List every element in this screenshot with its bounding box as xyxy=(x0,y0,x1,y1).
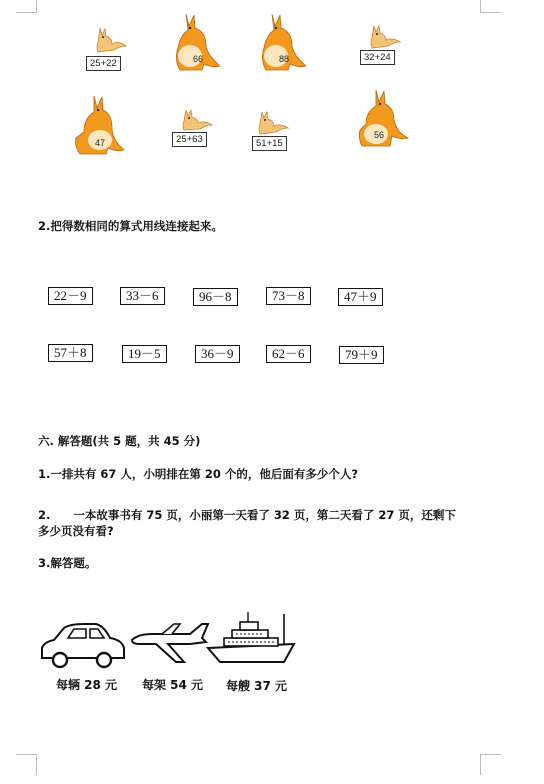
corner-mark-bottom-right xyxy=(480,754,501,775)
car-price-label: 每辆 28 元 xyxy=(56,678,118,692)
car-icon xyxy=(38,618,128,670)
big-kangaroo-3 xyxy=(70,94,130,156)
big-kangaroo-2 xyxy=(254,12,314,74)
sum-label-box: 25+22 xyxy=(86,56,121,71)
big-kangaroo-1 xyxy=(168,12,228,74)
small-kangaroo-2 xyxy=(360,24,416,68)
section-6-question-3: 3.解答题。 xyxy=(38,556,97,570)
sum-label-box: 51+15 xyxy=(252,136,287,151)
expression-box: 36－9 xyxy=(195,345,240,363)
expression-box: 96－8 xyxy=(193,288,238,306)
kangaroo-number: 66 xyxy=(192,54,204,64)
expression-box: 73－8 xyxy=(266,287,311,305)
small-kangaroo-icon xyxy=(252,110,304,136)
corner-mark-top-left xyxy=(16,0,37,13)
kangaroo-icon xyxy=(354,88,414,150)
expression-box: 47＋9 xyxy=(338,288,383,306)
small-kangaroo-3 xyxy=(172,108,228,152)
kangaroo-icon xyxy=(168,12,228,74)
small-kangaroo-icon xyxy=(360,24,412,50)
airplane-icon xyxy=(128,620,210,668)
kangaroo-number: 47 xyxy=(94,138,106,148)
small-kangaroo-4 xyxy=(252,110,308,154)
corner-mark-top-right xyxy=(480,0,501,13)
sum-label-box: 25+63 xyxy=(172,132,207,147)
corner-mark-bottom-left xyxy=(16,754,37,775)
kangaroo-number: 88 xyxy=(278,54,290,64)
section-6-heading: 六. 解答题(共 5 题，共 45 分) xyxy=(38,434,201,448)
question-2-title: 2.把得数相同的算式用线连接起来。 xyxy=(38,219,223,233)
big-kangaroo-4 xyxy=(354,88,414,150)
expression-box: 79＋9 xyxy=(339,346,384,364)
small-kangaroo-icon xyxy=(86,26,138,56)
expression-box: 57＋8 xyxy=(48,344,93,362)
expression-box: 62－6 xyxy=(266,345,311,363)
sum-label-box: 32+24 xyxy=(360,50,395,65)
section-6-question-2-line-2: 多少页没有看? xyxy=(38,524,114,538)
kangaroo-icon xyxy=(254,12,314,74)
kangaroo-number: 56 xyxy=(374,130,385,140)
expression-box: 19－5 xyxy=(122,345,167,363)
small-kangaroo-1 xyxy=(86,26,138,72)
section-6-question-1: 1.一排共有 67 人，小明排在第 20 个的，他后面有多少个人? xyxy=(38,467,359,481)
expression-box: 22－9 xyxy=(48,287,93,305)
small-kangaroo-icon xyxy=(172,108,224,132)
plane-price-label: 每架 54 元 xyxy=(142,678,204,692)
ship-icon xyxy=(206,608,296,666)
ship-price-label: 每艘 37 元 xyxy=(226,679,288,693)
expression-box: 33－6 xyxy=(120,287,165,305)
section-6-question-2-line-1: 2. 一本故事书有 75 页，小丽第一天看了 32 页，第二天看了 27 页，还剩下 xyxy=(38,508,456,522)
